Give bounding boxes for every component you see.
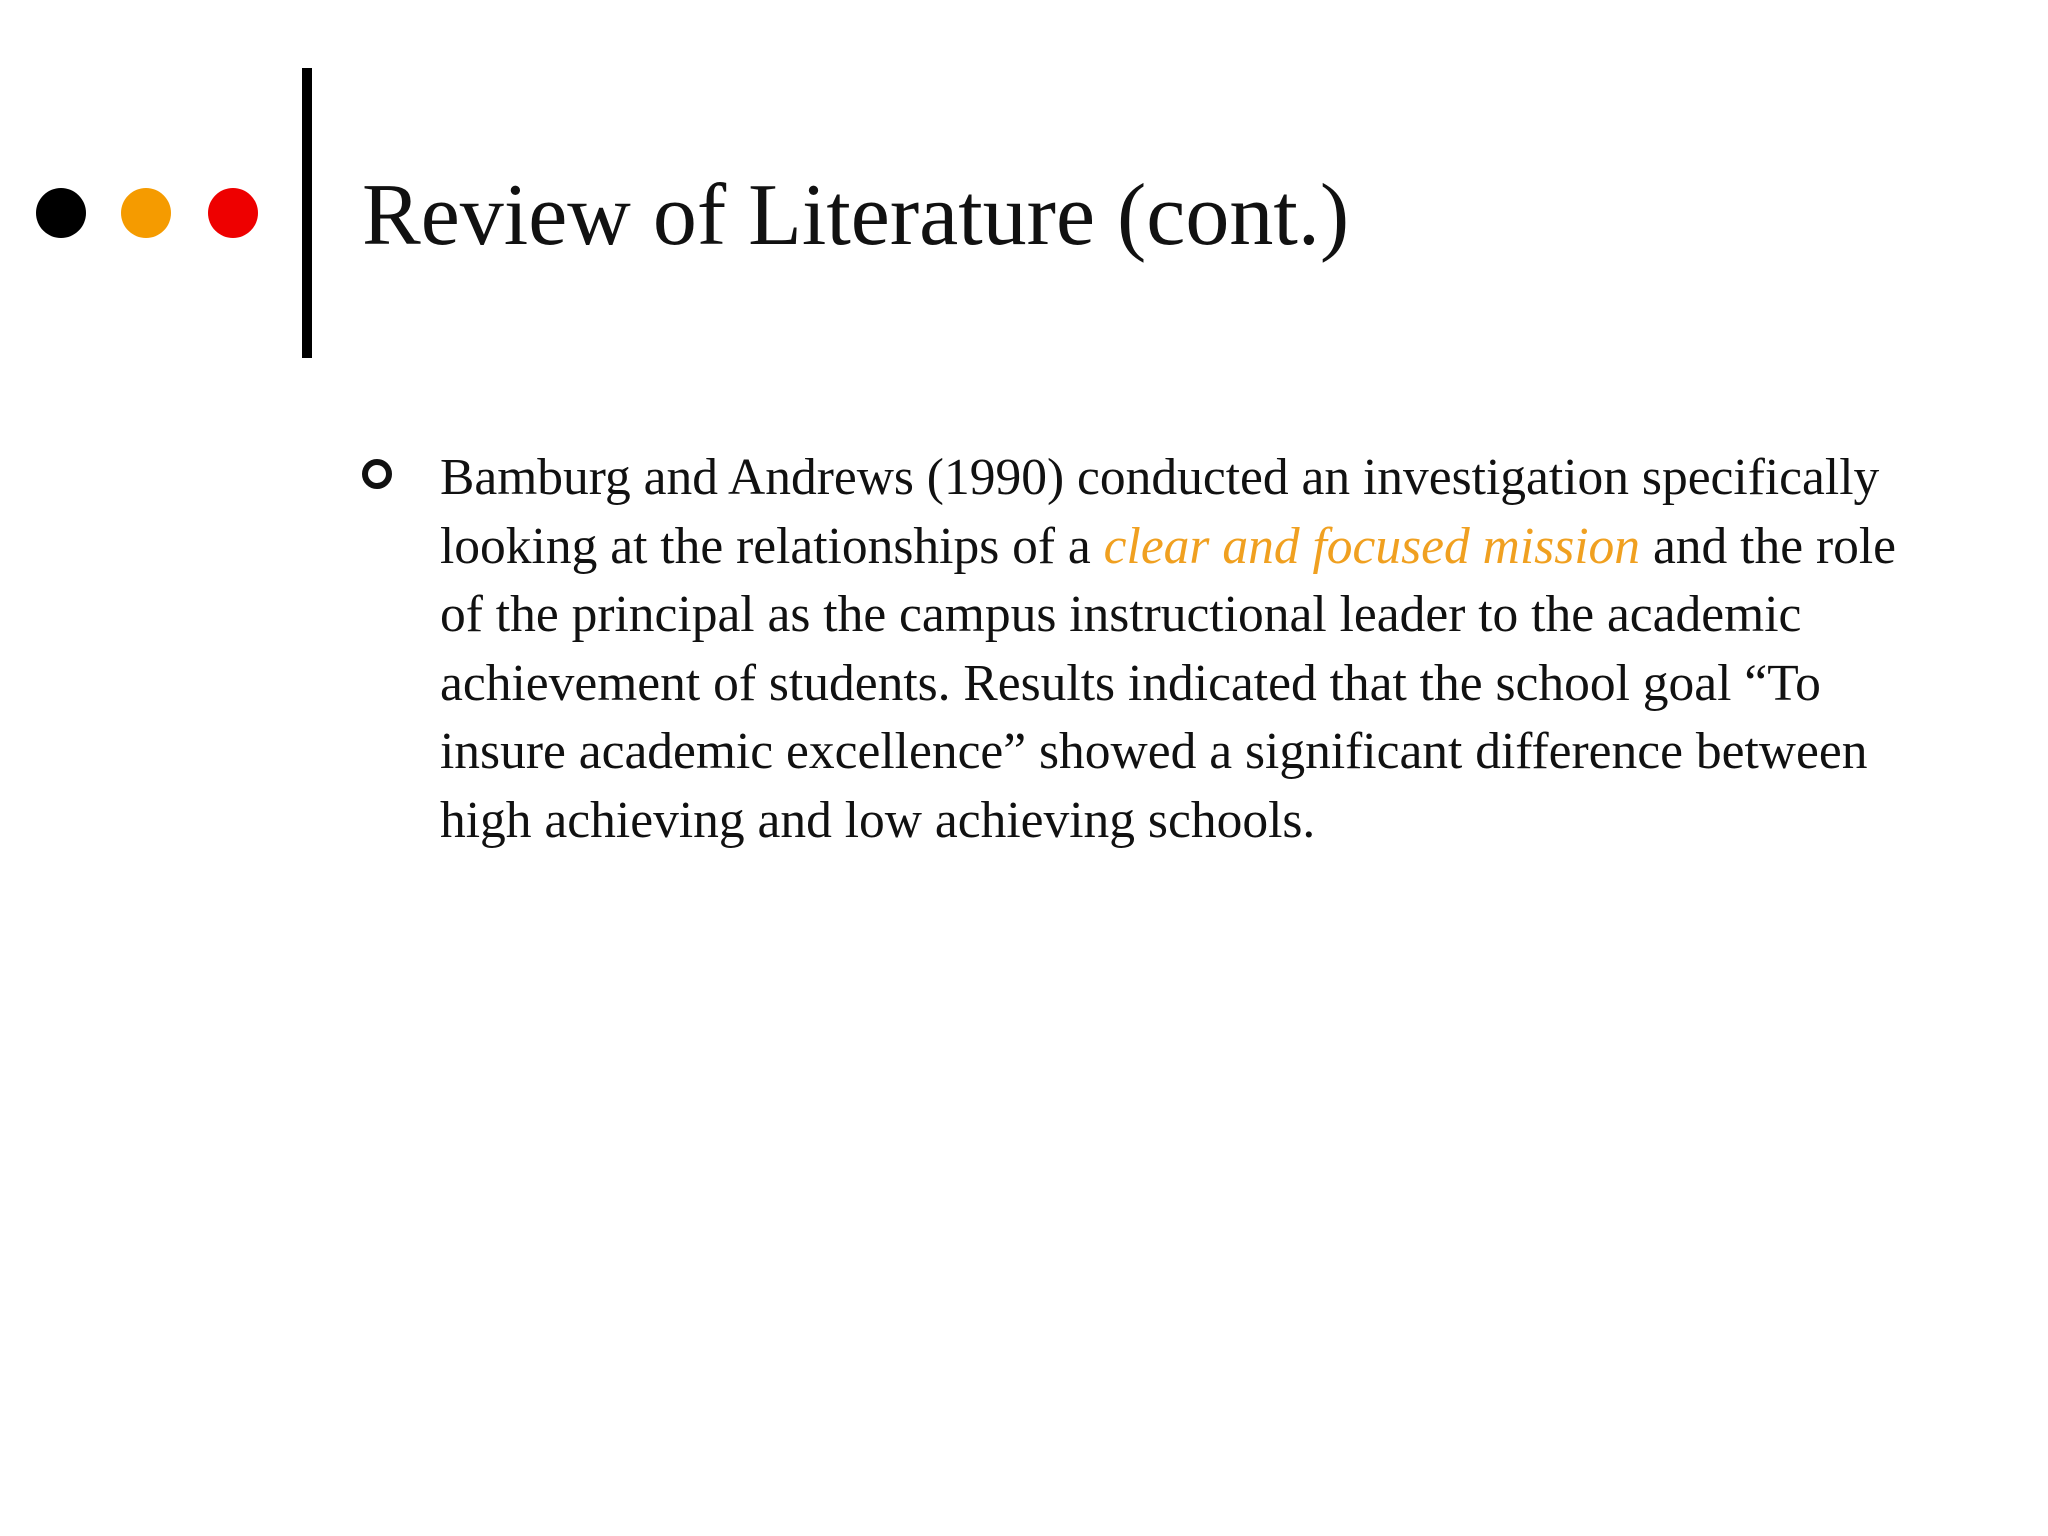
slide-title: Review of Literature (cont.) <box>362 167 1350 264</box>
emphasized-phrase: clear and focused mission <box>1103 517 1641 575</box>
hollow-circle-bullet-icon <box>362 459 392 489</box>
bullet-text <box>440 444 1900 855</box>
orange-dot-icon <box>121 188 171 238</box>
red-dot-icon <box>208 188 258 238</box>
bullet-text-before: Bamburg and Andrews (1990) conducted an investigation specifically looking at the relationships of a <box>440 449 1880 575</box>
bullet-text-after: and the role of the principal as the campus instructional leader to the academic achievement of students. Results indicated that the school goal “To insure academic excellence” showed a significant difference between high achieving and low achieving schools. <box>440 517 1897 849</box>
black-dot-icon <box>36 188 86 238</box>
vertical-divider <box>302 68 312 358</box>
